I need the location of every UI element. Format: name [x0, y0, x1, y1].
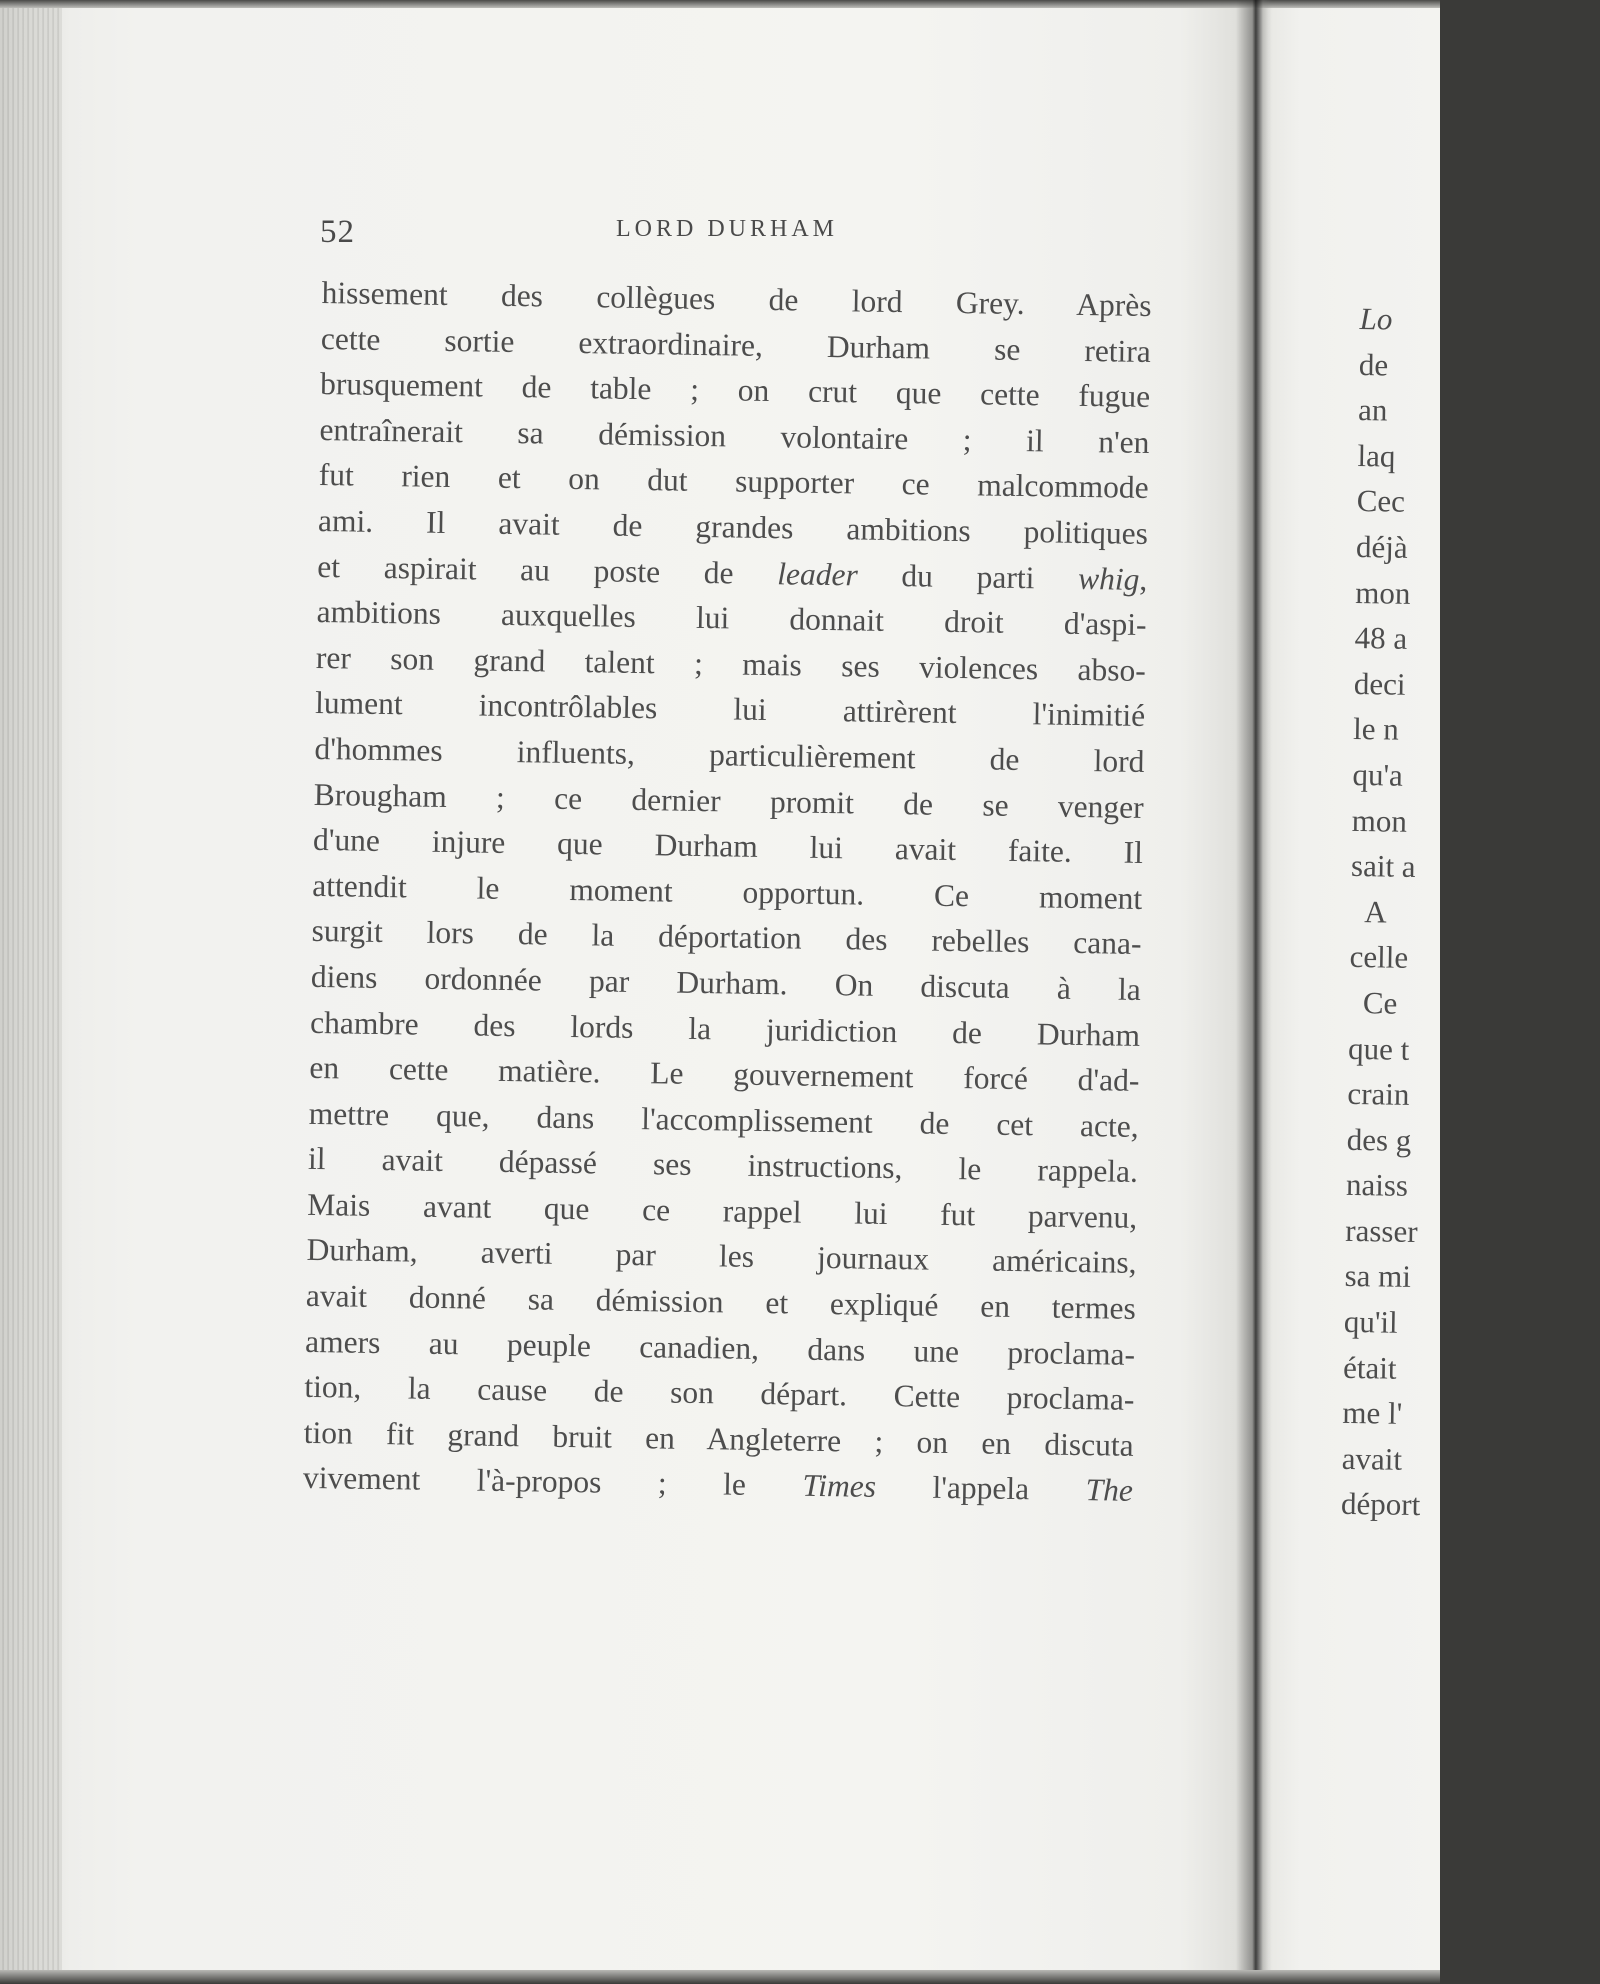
fragment-text: Lo — [1359, 300, 1393, 337]
text-line: rer son grand talent ; mais ses violences abso- — [315, 639, 1147, 688]
fragment-line: que t — [1347, 1030, 1410, 1067]
page-number: 52 — [320, 214, 355, 250]
fragment-line: sa mi — [1344, 1258, 1412, 1295]
text-line: brusquement de table ; on crut que cette fugue — [319, 366, 1151, 415]
text-line: Durham, averti par les journaux américains, — [306, 1232, 1137, 1281]
scan-top-border — [0, 0, 1440, 8]
running-head-title: LORD DURHAM — [615, 216, 838, 242]
text-line: ambitions auxquelles lui donnait droit d'aspi- — [316, 594, 1147, 643]
text-line: il avait dépassé ses instructions, le rappela. — [307, 1141, 1139, 1190]
text-line: diens ordonnée par Durham. On discuta à la — [310, 958, 1142, 1007]
fragment-line: mon — [1355, 574, 1411, 611]
text-line: mettre que, dans l'accomplissement de cet acte, — [308, 1095, 1139, 1144]
scan-bottom-border — [0, 1970, 1440, 1984]
text-run: du parti — [857, 557, 1079, 596]
fragment-line: des g — [1346, 1121, 1412, 1158]
fragment-line: deci — [1353, 665, 1406, 702]
fragment-line: de — [1358, 346, 1389, 383]
italic-term: whig — [1077, 560, 1140, 597]
italic-term: The — [1085, 1472, 1134, 1509]
text-line: d'une injure que Durham lui avait faite. Il — [312, 822, 1144, 871]
fragment-line: était — [1342, 1349, 1397, 1386]
fragment-line: laq — [1357, 437, 1396, 474]
text-line: en cette matière. Le gouvernement forcé d'ad- — [309, 1049, 1140, 1099]
fragment-line: naiss — [1345, 1167, 1409, 1204]
body-text — [303, 270, 1152, 1514]
italic-term: Times — [802, 1468, 877, 1505]
text-line: amers au peuple canadien, dans une proclama- — [304, 1323, 1136, 1372]
text-line: surgit lors de la déportation des rebelles cana- — [311, 913, 1142, 962]
fragment-line: rasser — [1345, 1212, 1418, 1249]
fragment-line — [1359, 296, 1600, 345]
text-run: , — [1139, 561, 1148, 597]
text-line: Brougham ; ce dernier promit de se venger — [313, 776, 1144, 825]
fragment-line: qu'a — [1352, 756, 1404, 793]
running-head — [312, 208, 1142, 254]
text-line: tion fit grand bruit en Angleterre ; on en discuta — [303, 1414, 1134, 1463]
text-line: attendit le moment opportun. Ce moment — [312, 867, 1143, 916]
fragment-line: qu'il — [1343, 1303, 1398, 1340]
fragment-line: me l' — [1342, 1395, 1403, 1432]
fragment-line: le n — [1352, 711, 1400, 748]
facing-page-text — [1341, 296, 1600, 1531]
fragment-line: celle — [1349, 939, 1409, 976]
text-run: et aspirait au poste de — [317, 548, 778, 591]
fragment-line: mon — [1351, 802, 1408, 839]
book-gutter — [1236, 0, 1272, 1984]
text-line: ami. Il avait de grandes ambitions politiques — [317, 502, 1149, 551]
text-line: fut rien et on dut supporter ce malcommode — [318, 457, 1149, 506]
page-edges — [0, 0, 62, 1984]
text-line: tion, la cause de son départ. Cette proclama- — [304, 1369, 1135, 1418]
fragment-line: avait — [1341, 1440, 1403, 1477]
fragment-line: déport — [1340, 1486, 1421, 1523]
text-line: hissement des collègues de lord Grey. Après — [321, 274, 1152, 324]
italic-term: leader — [777, 555, 859, 593]
text-line: Mais avant que ce rappel lui fut parvenu, — [307, 1186, 1138, 1235]
text-line: avait donné sa démission et expliqué en termes — [305, 1277, 1137, 1326]
text-line: cette sortie extraordinaire, Durham se retira — [320, 320, 1152, 369]
fragment-line: sait a — [1350, 848, 1416, 885]
fragment-line: déjà — [1355, 528, 1408, 565]
text-run: l'appela — [875, 1469, 1086, 1508]
text-line: entraînerait sa démission volontaire ; il n'en — [319, 411, 1150, 460]
fragment-line: crain — [1347, 1075, 1410, 1112]
fragment-line: A — [1364, 893, 1387, 930]
facing-page-edge — [1340, 0, 1440, 1984]
text-line: d'hommes influents, particulièrement de lord — [314, 730, 1145, 779]
text-run: vivement l'à-propos ; le — [302, 1460, 803, 1504]
fragment-line: 48 a — [1354, 620, 1408, 656]
fragment-line: Ce — [1362, 985, 1398, 1021]
fragment-line: an — [1357, 392, 1388, 428]
text-line: lument incontrôlables lui attirèrent l'inimitié — [314, 685, 1146, 734]
text-line: chambre des lords la juridiction de Durham — [309, 1004, 1141, 1053]
fragment-line: Cec — [1356, 483, 1406, 520]
